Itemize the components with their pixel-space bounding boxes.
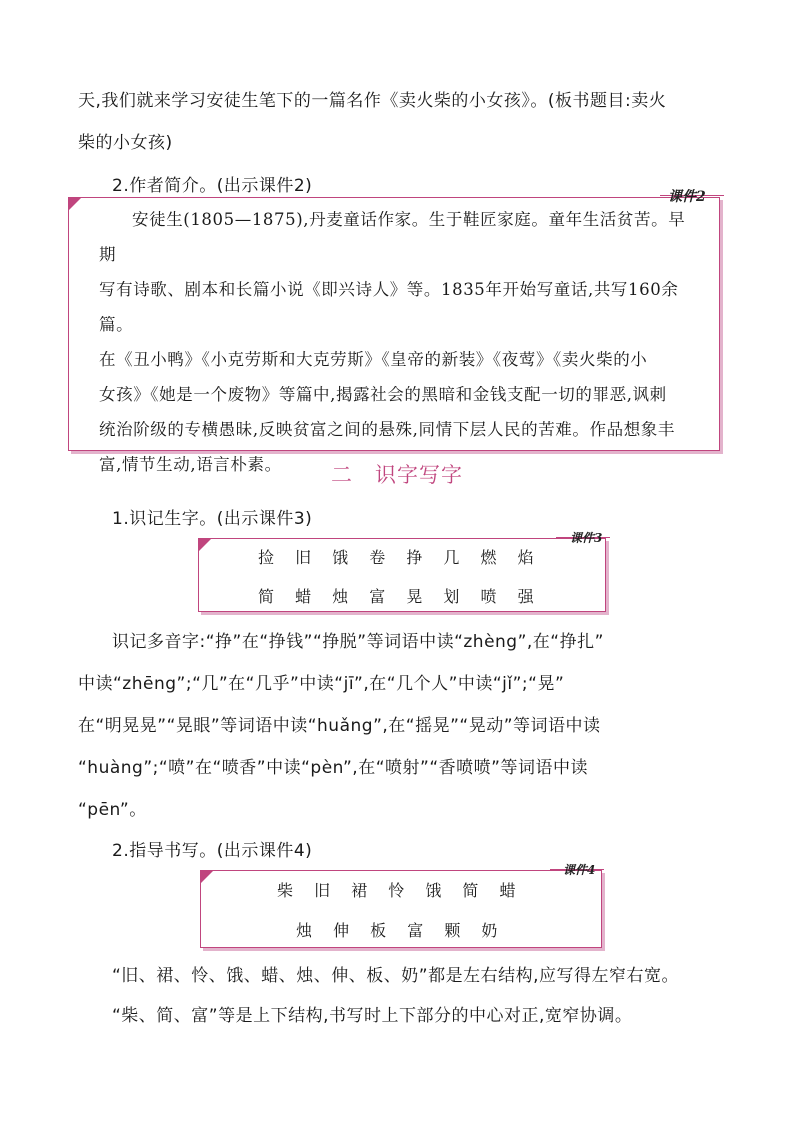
author-bio-line: 女孩》《她是一个废物》等篇中,揭露社会的黑暗和金钱支配一切的罪恶,讽刺 xyxy=(99,385,667,404)
courseware-tag-3: 课件3 xyxy=(570,531,603,545)
box-corner-marker xyxy=(69,198,81,210)
structure-note: “柴、简、富”等是上下结构,书写时上下部分的中心对正,宽窄协调。 xyxy=(112,1006,633,1026)
polyphone-line: 识记多音字:“挣”在“挣钱”“挣脱”等词语中读“zhèng”,在“挣扎” xyxy=(112,632,604,652)
author-bio-line: 安徒生(1805—1875),丹麦童话作家。生于鞋匠家庭。童年生活贫苦。早期 xyxy=(99,210,686,264)
courseware-tag-4: 课件4 xyxy=(563,863,596,877)
new-chars-row-2: 简 蜡 烛 富 晃 划 喷 强 xyxy=(258,587,535,606)
item-writing-guide: 2.指导书写。(出示课件4) xyxy=(112,841,313,861)
polyphone-line: 在“明晃晃”“晃眼”等词语中读“huǎng”,在“摇晃”“晃动”等词语中读 xyxy=(78,716,601,736)
author-bio xyxy=(99,202,701,482)
courseware-box-2 xyxy=(68,197,720,474)
box-corner-marker xyxy=(201,871,213,883)
intro-line-1: 天,我们就来学习安徒生笔下的一篇名作《卖火柴的小女孩》。(板书题目:卖火 xyxy=(78,91,667,111)
section-heading: 二 识字写字 xyxy=(331,463,463,487)
item-author-intro: 2.作者简介。(出示课件2) xyxy=(112,176,313,196)
author-bio-line: 富,情节生动,语言朴素。 xyxy=(99,455,282,474)
courseware-tag-2: 课件2 xyxy=(668,189,706,205)
author-bio-line: 写有诗歌、剧本和长篇小说《即兴诗人》等。1835年开始写童话,共写160余篇。 xyxy=(99,280,679,334)
author-bio-line: 在《丑小鸭》《小克劳斯和大克劳斯》《皇帝的新装》《夜莺》《卖火柴的小 xyxy=(99,350,648,369)
new-chars-row-1: 捡 旧 饿 卷 挣 几 燃 焰 xyxy=(258,548,535,567)
polyphone-line: “huàng”;“喷”在“喷香”中读“pèn”,在“喷射”“香喷喷”等词语中读 xyxy=(78,758,588,778)
structure-note: “旧、裙、怜、饿、蜡、烛、伸、板、奶”都是左右结构,应写得左窄右宽。 xyxy=(112,966,680,986)
box-corner-marker xyxy=(199,539,211,551)
write-chars-row-2: 烛 伸 板 富 颗 奶 xyxy=(296,921,499,940)
intro-line-2: 柴的小女孩) xyxy=(78,133,173,153)
polyphone-line: “pēn”。 xyxy=(78,800,147,820)
author-bio-line: 统治阶级的专横愚昧,反映贫富之间的悬殊,同情下层人民的苦难。作品想象丰 xyxy=(99,420,675,439)
item-learn-chars: 1.识记生字。(出示课件3) xyxy=(112,509,313,529)
polyphone-line: 中读“zhēng”;“几”在“几乎”中读“jī”,在“几个人”中读“jǐ”;“晃” xyxy=(78,674,565,694)
write-chars-row-1: 柴 旧 裙 怜 饿 简 蜡 xyxy=(277,881,517,900)
